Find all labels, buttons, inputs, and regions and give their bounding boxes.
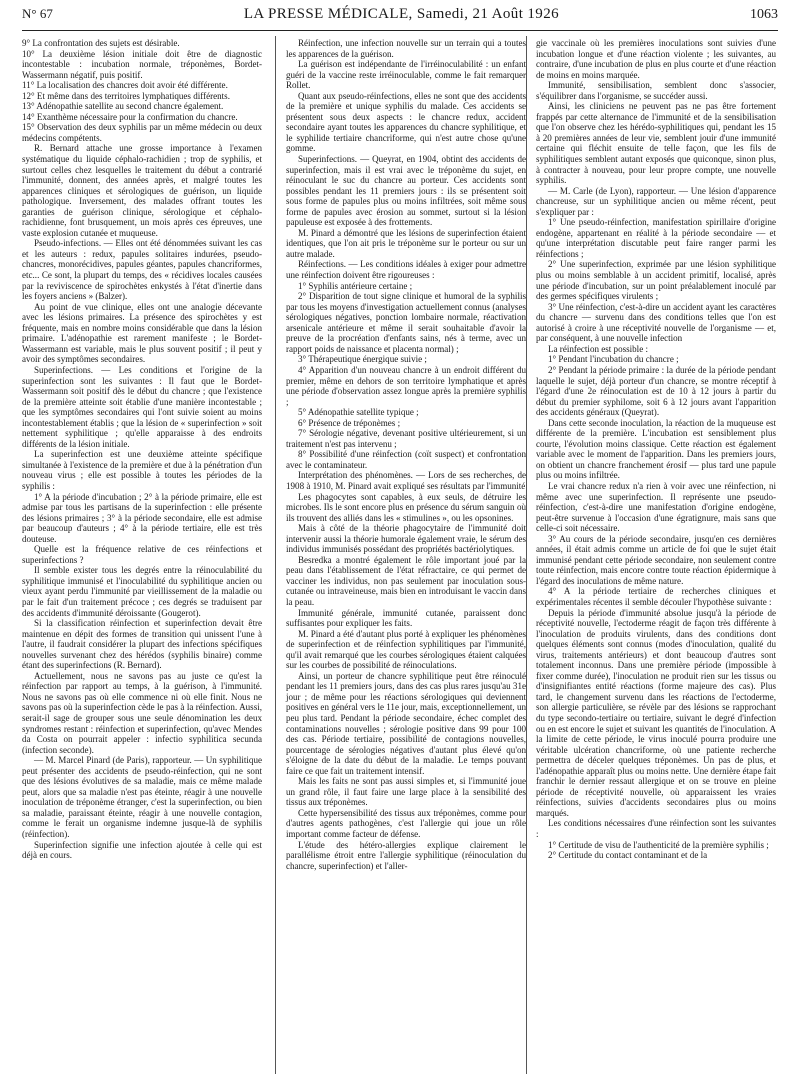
paragraph: 4° Apparition d'un nouveau chancre à un endroit différent du premier, même en dehors de son territoire lymphatique et après une période d'observation assez longue après la première syphilis ; (286, 364, 526, 407)
paragraph: Superinfection signifie une infection ajoutée à celle qui est déjà en cours. (22, 839, 262, 861)
paragraph: Besredka a montré également le rôle important joué par la peau dans l'établissement de l'état réfractaire, ce qui permet de vacciner les individus, non pas seulement par inoculation sous-cutanée ou intraveineuse, mais bien en introduisant le vaccin dans la peau. (286, 554, 526, 607)
header-rule (22, 30, 778, 31)
paragraph: R. Bernard attache une grosse importance à l'examen systématique du liquide céphalo-rachidien ; trop de syphilis, et surtout celles chez lesquelles le traitement du début a contrarié l'immunité, donnent, des années après, et malgré toutes les apparences cliniques et sérologiques de guérison, un liquide pathologique. Inversement, des malades offrant toutes les garanties de guérison clinique, sérologique et céphalo-rachidienne, font brusquement, un mois après ces épreuves, une vaste explosion cutanée et muqueuse. (22, 143, 262, 238)
paragraph: Actuellement, nous ne savons pas au juste ce qu'est la réinfection par rapport au temps, à la guérison, à l'immunité. Nous ne savons pas où elle commence ni où elle finit. Nous ne savons pas où la superinfection cède le pas à la réinfection. Aussi, serait-il sage de grouper sous une seule dénomination les deux syndromes restant : réinfection et superinfection, qu'avec Mendes da Costa on pourrait appeler : infectio syphilitica secunda (infection seconde). (22, 670, 262, 755)
paragraph: Ainsi, les cliniciens ne peuvent pas ne pas être fortement frappés par cette alternance de l'immunité et de la sensibilisation que l'on observe chez les hérédo-syphilitiques qui, pendant les 15 à 20 premières années de leur vie, semblent jouir d'une immunité certaine qui fléchit ensuite de telle façon, que les fils de syphilitiques semblent autant exposés que quiconque, sinon plus, à contracter à nouveau, pour leur propre compte, une nouvelle syphilis. (536, 101, 776, 186)
paragraph: 3° Au cours de la période secondaire, jusqu'en ces dernières années, il était admis comme un article de foi que le sujet était immunisé pendant cette période secondaire, non seulement contre toute réinfection, mais encore contre toute réaction épidermique à l'égard des inoculations de même nature. (536, 533, 776, 586)
paragraph: 14° Exanthème nécessaire pour la confirmation du chancre. (22, 111, 238, 122)
paragraph: 3° Thérapeutique énergique suivie ; (298, 354, 427, 365)
paragraph: Mais les faits ne sont pas aussi simples et, si l'immunité joue un grand rôle, il faut faire une large place à la sensibilité des tissus aux tréponèmes. (286, 776, 526, 808)
page-header (22, 6, 778, 30)
paragraph: 1° Pendant l'incubation du chancre ; (548, 354, 679, 365)
paragraph: Cette hypersensibilité des tissus aux tréponèmes, comme pour d'autres agents pathogènes, c'est l'allergie qui joue un rôle important comme facteur de défense. (286, 807, 526, 840)
paragraph: Depuis la période d'immunité absolue jusqu'à la période de réceptivité nouvelle, l'ectoderme réagit de façon très différente à l'inoculation de produits virulents, dans des conditions dont quelques éléments sont connus (modes d'inoculation, qualité du virus, traitements antérieurs) et dont beaucoup d'autres sont totalement inconnus. Dans une première période (impossible à fixer comme durée), l'inoculation ne produit rien sur les tissus ou d'insignifiantes entité réactions (forme majeure des cas). Plus tard, le changement survenu dans les réactions de l'ectoderme, son allergie particulière, se révèle par des lésions se rapprochant du type secondo-tertiaire ou tertiaire, suivant le degré d'infection ou en est encore le sujet et suivant les quantités de l'inoculation. A la limite de cette période, le virus inoculé pourra produire une véritable ulcération chancriforme, où une patiente recherche permettra de déceler quelques tréponèmes. Un pas de plus, et l'adénopathie apparaît plus ou moins nette. Une dernière étape fait franchir le dernier ressaut allergique et on se trouve en pleine période de réceptivité nouvelle, où apparaissent les vraies réinfections, suivies d'accidents secondaires plus ou moins marqués. (536, 607, 776, 818)
column-divider (526, 36, 527, 1074)
paragraph: 2° Pendant la période primaire : la durée de la période pendant laquelle le sujet, déjà porteur d'un chancre, se montre réceptif à l'égard d'une 2e réinoculation est de 10 à 12 jours à partir du début du premier syphilome, soit 6 à 12 jours avant l'apparition des accidents généraux (Queyrat). (536, 364, 776, 418)
paragraph: Si la classification réinfection et superinfection devait être maintenue en dépit des formes de transition qui unissent l'une à l'autre, il faudrait considérer la plupart des infections spécifiques nouvelles survenant chez des hérédos (syphilis binaire) comme étant des superinfections (R. Bernard). (22, 618, 262, 671)
paragraph: 13° Adénopathie satellite au second chancre également. (22, 101, 224, 112)
paragraph: 5° Adénopathie satellite typique ; (298, 407, 419, 418)
paragraph: L'étude des hétéro-allergies explique clairement le parallélisme étroit entre l'allergie syphilitique (réinoculation du chancre, superinfection) et l'aller- (286, 839, 526, 871)
paragraph: 1° A la période d'incubation ; 2° à la période primaire, elle est admise par tous les partisans de la superinfection : elle présente des lésions primaires ; 3° à la période secondaire, elle est admise par beaucoup d'auteurs ; 4° à la période tertiaire, elle est très douteuse. (22, 491, 262, 544)
paragraph: Interprétation des phénomènes. — Lors de ses recherches, de 1908 à 1910, M. Pinard avait expliqué ses résultats par l'immunité (286, 470, 526, 491)
paragraph: 2° Disparition de tout signe clinique et humoral de la syphilis par tous les moyens d'investigation actuellement connus (analyses sérologiques négatives, ponction lombaire normale, réactivation arsenicale antérieure et même il serait souhaitable d'avoir la preuve de la procréation d'enfants sains, nés à terme, avec un rapport poids de naissance et placenta normal) ; (286, 291, 526, 354)
paragraph: 10° La deuxième lésion initiale doit être de diagnostic incontestable : incubation normale, tréponèmes, Bordet-Wassermann négatif, puis positif. (22, 48, 262, 80)
paragraph: 15° Observation des deux syphilis par un même médecin ou deux médecins compétents. (22, 122, 262, 143)
paragraph: Réinfection, une infection nouvelle sur un terrain qui a toutes les apparences de la guérison. (286, 38, 526, 59)
paragraph: 3° Une réinfection, c'est-à-dire un accident ayant les caractères du chancre — survenu dans des conditions telles que l'on est autorisé à croire à une réceptivité nouvelle de l'organisme — et, par conséquent, à une nouvelle infection (536, 301, 776, 344)
paragraph: Quelle est la fréquence relative de ces réinfections et superinfections ? (22, 544, 262, 565)
column-divider (275, 36, 276, 1074)
paragraph: 11° La localisation des chancres doit avoir été différente. (22, 80, 228, 91)
paragraph: Le vrai chancre redux n'a rien à voir avec une réinfection, ni même avec une superinfection. Il représente une pseudo-réinfection, c'est-à-dire une manifestation d'origine endogène, peut-être survenue à l'occasion d'une égratignure, mais sans que celle-ci soit nécessaire. (536, 480, 776, 534)
column-middle (286, 38, 526, 871)
paragraph: 6° Présence de tréponèmes ; (298, 417, 401, 428)
paragraph: La superinfection est une deuxième atteinte spécifique simultanée à l'existence de la première et due à la pénétration d'un nouveau virus ; elle est possible à toutes les périodes de la syphilis : (22, 449, 262, 491)
paragraph: — M. Carle (de Lyon), rapporteur. — Une lésion d'apparence chancreuse, sur un syphilitique ancien ou même récent, peut s'expliquer par : (536, 185, 776, 217)
paragraph: Au point de vue clinique, elles ont une analogie décevante avec les lésions primaires. La présence des spirochètes y est fréquente, mais en nombre moins considérable que dans la lésion primaire. L'adénopathie est rarement manifeste ; le Bordet-Wassermann est variable, mais le plus souvent positif ; il peut y avoir des symptômes secondaires. (22, 301, 262, 365)
paragraph: 4° A la période tertiaire de recherches cliniques et expérimentales récentes il semble découler l'hypothèse suivante : (536, 586, 776, 607)
paragraph: Superinfections. — Les conditions et l'origine de la superinfection sont les suivantes : Il faut que le Bordet-Wassermann soit positif dès le début du chancre ; que l'existence de la première atteinte soit établie d'une manière incontestable ; que les symptômes secondaires qui l'ont suivie soient au moins incontestablement établis ; que la lésion de « superinfection » soit nettement syphilitique ; qu'elle apparaisse à des endroits différents de la lésion initiale. (22, 364, 262, 449)
paragraph: Ainsi, un porteur de chancre syphilitique peut être réinoculé pendant les 11 premiers jours, dans des cas plus rares jusqu'au 31e jour ; de même pour les réactions sérologiques qui deviennent positives en général vers le 11e jour, mais, exceptionnellement, un peu plus tard. Pendant la période secondaire, échec complet des contaminations nouvelles ; sérologie positive dans 99 pour 100 des cas. Période tertiaire, possibilité de contagions nouvelles, pourcentage de sérologies négatives d'autant plus élevé qu'on s'éloigne de la date du début de la maladie. Le temps pouvant faire ce que fait un traitement intensif. (286, 670, 526, 776)
paragraph: Mais à côté de la théorie phagocytaire de l'immunité doit intervenir aussi la théorie humorale également vraie, le sérum des individus immunisés possédant des propriétés bactériolytiques. (286, 523, 526, 555)
paragraph: Quant aux pseudo-réinfections, elles ne sont que des accidents de la première et unique syphilis du malade. Ces accidents se présentent sous deux aspects : le chancre redux, accident secondaire ayant toutes les apparences du chancre syphilitique, et le syphilide tertiaire chancriforme, qui n'est autre chose qu'une gomme. (286, 90, 526, 154)
paragraph: La réinfection est possible : (548, 343, 648, 354)
paragraph: 2° Une superinfection, exprimée par une lésion syphilitique plus ou moins semblable à un accident primitif, localisé, après une période d'incubation, sur un point préalablement inoculé par des germes spécifiques virulents ; (536, 259, 776, 302)
paragraph: Dans cette seconde inoculation, la réaction de la muqueuse est différente de la première. L'incubation est sensiblement plus courte, l'évolution moins classique. Cette réaction est également variable avec le moment de l'apparition. Dans les premiers jours, on obtient un chancre franchement érosif — plus tard une papule plus ou moins infiltrée. (536, 417, 776, 481)
paragraph: 12° Et même dans des territoires lymphatiques différents. (22, 90, 230, 101)
column-left (22, 38, 262, 861)
paragraph: 1° Syphilis antérieure certaine ; (298, 280, 413, 291)
paragraph: 1° Certitude de visu de l'authenticité de la première syphilis ; (548, 839, 769, 850)
paragraph: Pseudo-infections. — Elles ont été dénommées suivant les cas et les auteurs : redux, papules solitaires indurées, pseudo-chancres, monorécidives, papules géantes, papules chancriformes, etc... Ce sont, la plupart du temps, des « récidives locales causées par la reviviscence de spirochètes enkystés à l'état d'inertie dans les foyers anciens » (Balzer). (22, 238, 262, 302)
paragraph: M. Pinard a démontré que les lésions de superinfection étaient identiques, que l'on ait pris le tréponème sur le porteur ou sur un autre malade. (286, 227, 526, 259)
paragraph: Immunité générale, immunité cutanée, paraissent donc suffisantes pour expliquer les faits. (286, 607, 526, 629)
paragraph: — M. Marcel Pinard (de Paris), rapporteur. — Un syphilitique peut présenter des accidents de pseudo-réinfection, qui ne sont que des lésions évolutives de sa maladie, mais ce même malade peut, alors que sa maladie n'est pas éteinte, réagir à une nouvelle inoculation de tréponème étranger, c'est la superinfection, ou bien sa maladie, paraissant éteinte, réagir à une nouvelle contagion, comme le ferait un organisme indemne jusque-là de syphilis (réinfection). (22, 755, 262, 840)
paragraph: 7° Sérologie négative, devenant positive ultérieurement, si un traitement n'est pas intervenu ; (286, 428, 526, 449)
paragraph: 8° Possibilité d'une réinfection (coït suspect) et confrontation avec le contaminateur. (286, 449, 526, 470)
column-right (536, 38, 776, 861)
paragraph: Superinfections. — Queyrat, en 1904, obtint des accidents de superinfection, mais il est vrai avec le tréponème du sujet, en réinoculant le suc du chancre au porteur. Ces accidents sont possibles pendant les 11 premiers jours : ils se présentent soit sous forme de papules plus ou moins infiltrées, soit même sous forme de papules avec érosion au sommet, surtout si la lésion papuleuse est exposée à des frottements. (286, 154, 526, 228)
paragraph: 9° La confrontation des sujets est désirable. (22, 38, 180, 48)
issue-number: N° 67 (22, 6, 53, 21)
paragraph: Les phagocytes sont capables, à eux seuls, de détruire les microbes. Ils le sont encore plus en présence du sérum sanguin où ils trouvent des alliés dans les « stimulines », ou les opsonines. (286, 491, 526, 523)
paragraph: M. Pinard a été d'autant plus porté à expliquer les phénomènes de superinfection et de réinfection syphilitiques par l'immunité, qu'il avait remarqué que les courbes sérologiques étaient calquées sur les courbes de possibilité de réinoculations. (286, 628, 526, 671)
paragraph: Réinfections. — Les conditions idéales à exiger pour admettre une réinfection doivent être rigoureuses : (286, 259, 526, 281)
paragraph: La guérison est indépendante de l'irréinoculabilité : un enfant guéri de la vaccine reste irréinoculable, comme le fait remarquer Rollet. (286, 59, 526, 91)
paragraph: Immunité, sensibilisation, semblent donc s'associer, s'équilibrer dans l'organisme, se succéder aussi. (536, 80, 776, 101)
paragraph: 1° Une pseudo-réinfection, manifestation spirillaire d'origine endogène, appartenant en réalité à la période secondaire — et qu'une interprétation discutable peut faire ranger parmi les réinfections ; (536, 217, 776, 259)
paragraph: Il semble exister tous les degrés entre la réinoculabilité du syphilitique immunisé et l'inoculabilité du syphilitique ancien ou vieux ayant perdu l'immunité par vieillissement de la maladie ou par le fait d'un traitement précoce ; ces degrés se traduisent par des accidents d'immunité déroissante (Gougerot). (22, 565, 262, 618)
page-number: 1063 (750, 7, 778, 22)
journal-title: LA PRESSE MÉDICALE, Samedi, 21 Août 1926 (243, 6, 560, 22)
paragraph: Les conditions nécessaires d'une réinfection sont les suivantes : (536, 818, 776, 840)
paragraph: 2° Certitude du contact contaminant et de la (548, 850, 708, 861)
paragraph: gie vaccinale où les premières inoculations sont suivies d'une incubation longue et d'une réaction violente ; les suivantes, au contraire, d'une incubation de plus en plus courte et d'une réaction de moins en moins marquée. (536, 38, 776, 80)
